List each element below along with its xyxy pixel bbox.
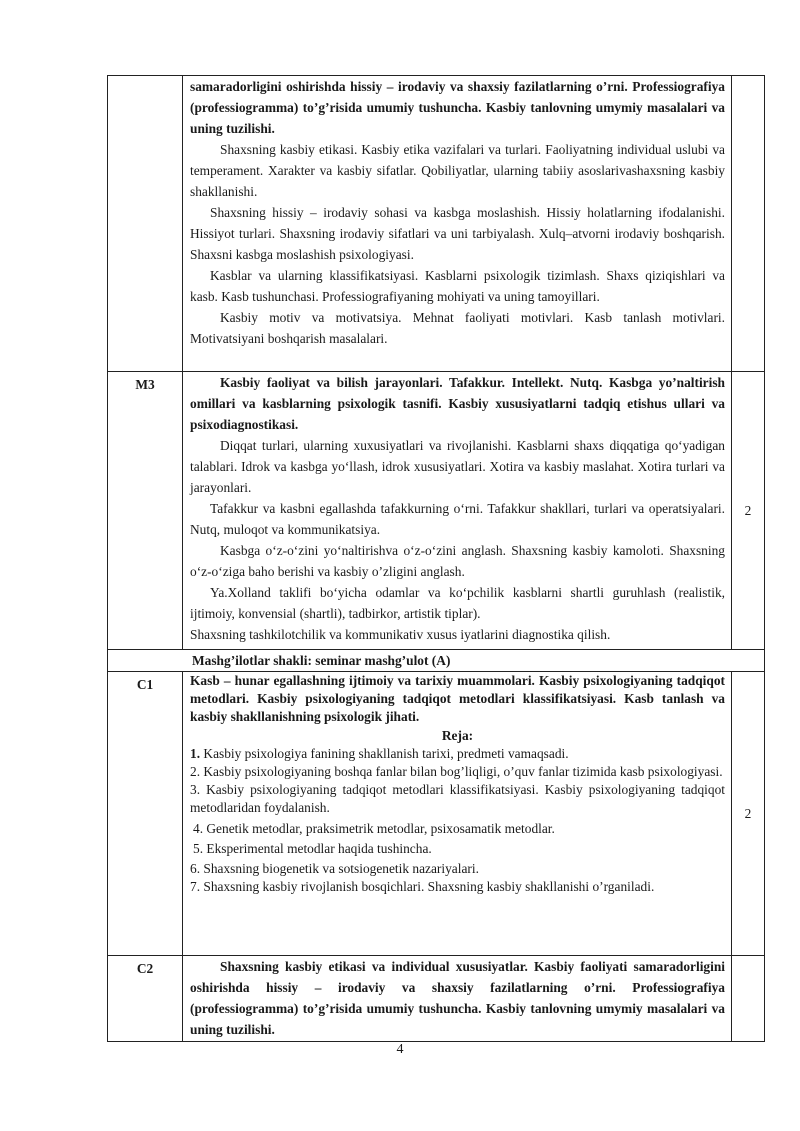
page-number: 4 bbox=[396, 1042, 404, 1057]
plan-item: 2. Kasbiy psixologiyaning boshqa fanlar bilan bog’liqligi, o’quv fanlar tizimida kasb psixologiyasi. bbox=[190, 764, 723, 780]
row-hours: 2 bbox=[732, 672, 765, 956]
row-code bbox=[108, 76, 183, 372]
syllabus-table bbox=[107, 75, 765, 1042]
paragraph: Shaxsning tashkilotchilik va kommunikativ xusus iyatlarini diagnostika qilish. bbox=[190, 627, 611, 642]
plan-heading: Reja: bbox=[441, 727, 474, 743]
paragraph: Kasbga o‘z-o‘zini yo‘naltirishva o‘z-o‘zini anglash. Shaxsning kasbiy kamoloti. Shaxsning o‘z-o‘ziga baho berishi va kasbiy o’zligini anglash. bbox=[190, 543, 725, 579]
row-code: M3 bbox=[108, 372, 183, 650]
paragraph: Ya.Xolland taklifi bo‘yicha odamlar va ko‘pchilik kasblarni shartli guruhlash (realistik, ijtimoiy, konvensial (shartli), tadbirkor, artistik tiplar). bbox=[190, 585, 725, 621]
table-row bbox=[108, 76, 765, 372]
paragraph: Shaxsning kasbiy etikasi. Kasbiy etika vazifalari va turlari. Faoliyatning individual uslubi va temperament. Xarakter va kasbiy sifatlar. Qobiliyatlar, ularning tabiiy asoslarivashaxsning kasbiy shakllanishi. bbox=[190, 142, 725, 199]
paragraph: Diqqat turlari, ularning xuxusiyatlari va rivojlanishi. Kasblarni shaxs diqqatiga qo‘yadigan talablari. Idrok va kasbga yo‘llash, idrok xususiyatlari. Xotira va kasbiy maslahat. Xotira turlari va jarayonlari. bbox=[190, 438, 725, 495]
table-row bbox=[108, 372, 765, 650]
section-banner-row bbox=[108, 650, 765, 672]
row-hours bbox=[732, 76, 765, 372]
row-title: Shaxsning kasbiy etikasi va individual xususiyatlar. Kasbiy faoliyati samaradorligini oshirishda hissiy – irodaviy va shaxsiy fazilatlarning o’rni. Professiografiya (professiogramma) to’g’risida umumiy tushuncha. Kasbiy tanlovning umymiy masalalari va uning tuzilishi. bbox=[190, 959, 725, 1037]
row-title: Kasb – hunar egallashning ijtimoiy va tarixiy muammolari. Kasbiy psixologiyaning tadqiqot metodlari. Kasbiy psixologiyaning tadqiqot metodlari klassifikatsiyasi. Kasb tanlash va kasbiy shakllanishning psixologik jihati. bbox=[190, 673, 725, 725]
section-banner: Mashg’ilotlar shakli: seminar mashg’ulot (A) bbox=[108, 650, 765, 672]
row-title: Kasbiy faoliyat va bilish jarayonlari. Tafakkur. Intellekt. Nutq. Kasbga yo’naltirish omillari va kasblarning psixologik tasnifi. Kasbiy xususiyatlarni tadqiq etishus ullari va psixodiagnostikasi. bbox=[190, 375, 725, 432]
row-code: C1 bbox=[108, 672, 183, 956]
row-hours bbox=[732, 956, 765, 1042]
plan-item: 3. Kasbiy psixologiyaning tadqiqot metodlari klassifikatsiyasi. Kasbiy psixologiyaning tadqiqot metodlaridan foydalanish. bbox=[190, 782, 725, 816]
row-code: C2 bbox=[108, 956, 183, 1042]
paragraph: Tafakkur va kasbni egallashda tafakkurning o‘rni. Tafakkur shakllari, turlari va operatsiyalari. Nutq, muloqot va kommunikatsiya. bbox=[190, 501, 725, 537]
row-content bbox=[183, 372, 732, 650]
plan-item: 5. Eksperimental metodlar haqida tushincha. bbox=[193, 840, 432, 856]
table-row bbox=[108, 956, 765, 1042]
plan-item: 6. Shaxsning biogenetik va sotsiogenetik nazariyalari. bbox=[190, 861, 479, 877]
paragraph: Shaxsning hissiy – irodaviy sohasi va kasbga moslashish. Hissiy holatlarning ifodalanishi. Hissiyot turlari. Shaxsning irodaviy sifatlari va uni tarbiyalash. Xulq–atvorni irodaviy boshqarish. Shaxsni kasbga moslashish psixologiyasi. bbox=[190, 205, 725, 262]
row-content bbox=[183, 956, 732, 1042]
row-hours: 2 bbox=[732, 372, 765, 650]
paragraph: Kasblar va ularning klassifikatsiyasi. Kasblarni psixologik tizimlash. Shaxs qiziqishlari va kasb. Kasb tushunchasi. Professiografiyaning mohiyati va uning tamoyillari. bbox=[190, 268, 725, 304]
plan-item: 7. Shaxsning kasbiy rivojlanish bosqichlari. Shaxsning kasbiy shakllanishi o’rganiladi. bbox=[190, 879, 655, 895]
plan-item: 1. Kasbiy psixologiya fanining shakllanish tarixi, predmeti vamaqsadi. bbox=[190, 745, 569, 761]
row-content bbox=[183, 672, 732, 956]
row-content bbox=[183, 76, 732, 372]
plan-item: 4. Genetik metodlar, praksimetrik metodlar, psixosamatik metodlar. bbox=[193, 820, 555, 836]
row-title: samaradorligini oshirishda hissiy – irodaviy va shaxsiy fazilatlarning o’rni. Professiografiya (professiogramma) to’g’risida umumiy tushuncha. Kasbiy tanlovning umymiy masalalari va uning tuzilishi. bbox=[190, 79, 725, 136]
paragraph: Kasbiy motiv va motivatsiya. Mehnat faoliyati motivlari. Kasb tanlash motivlari. Motivatsiyani boshqarish masalalari. bbox=[190, 310, 725, 346]
table-row bbox=[108, 672, 765, 956]
